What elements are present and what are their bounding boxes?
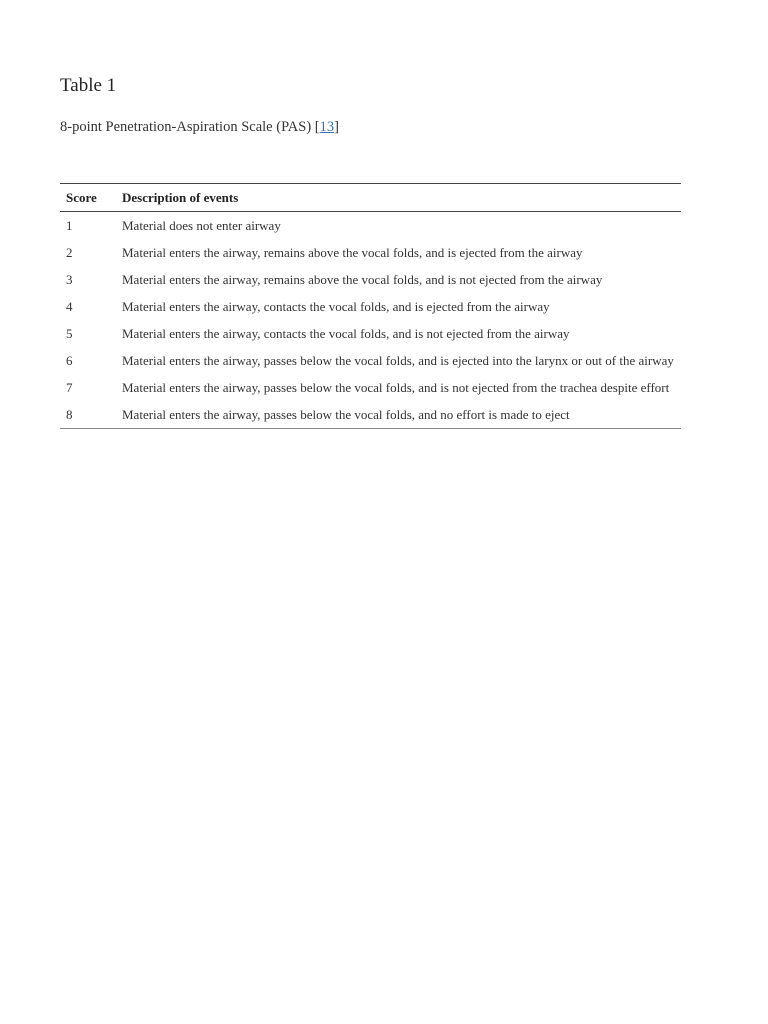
table-row <box>60 266 681 293</box>
pas-table <box>60 183 681 429</box>
table-body <box>60 212 681 429</box>
description-cell: Material enters the airway, passes below the vocal folds, and is not ejected from the trachea despite effort <box>122 379 670 395</box>
table-row <box>60 212 681 240</box>
description-cell: Material enters the airway, passes below the vocal folds, and no effort is made to eject <box>116 401 681 429</box>
caption-close: ] <box>334 119 339 135</box>
description-cell: Material enters the airway, contacts the vocal folds, and is ejected from the airway <box>122 298 550 314</box>
score-cell: 6 <box>66 352 73 368</box>
score-cell: 3 <box>66 271 73 287</box>
score-cell: 5 <box>66 325 73 341</box>
score-cell: 8 <box>60 401 116 429</box>
header-description: Description of events <box>116 184 681 212</box>
description-cell: Material enters the airway, passes below the vocal folds, and is ejected into the larynx or out of the airway <box>122 352 674 368</box>
table-caption <box>60 119 339 136</box>
table-row <box>60 320 681 347</box>
description-cell: Material enters the airway, remains above the vocal folds, and is not ejected from the airway <box>122 271 603 287</box>
description-cell: Material enters the airway, contacts the vocal folds, and is not ejected from the airway <box>122 325 570 341</box>
score-cell: 1 <box>66 217 73 233</box>
description-cell: Material does not enter airway <box>122 217 281 233</box>
score-cell: 7 <box>66 379 73 395</box>
table-row <box>60 293 681 320</box>
table-title: Table 1 <box>60 75 117 96</box>
header-score: Score <box>60 184 116 212</box>
table-header-row <box>60 184 681 212</box>
caption-text: 8-point Penetration-Aspiration Scale (PAS) [ <box>60 119 320 135</box>
score-cell: 4 <box>66 298 73 314</box>
reference-link[interactable]: 13 <box>319 119 335 135</box>
table-row <box>60 239 681 266</box>
table-row <box>60 347 681 374</box>
description-cell: Material enters the airway, remains above the vocal folds, and is ejected from the airway <box>122 244 583 260</box>
table-row <box>60 374 681 401</box>
table-row <box>60 401 681 429</box>
score-cell: 2 <box>66 244 73 260</box>
